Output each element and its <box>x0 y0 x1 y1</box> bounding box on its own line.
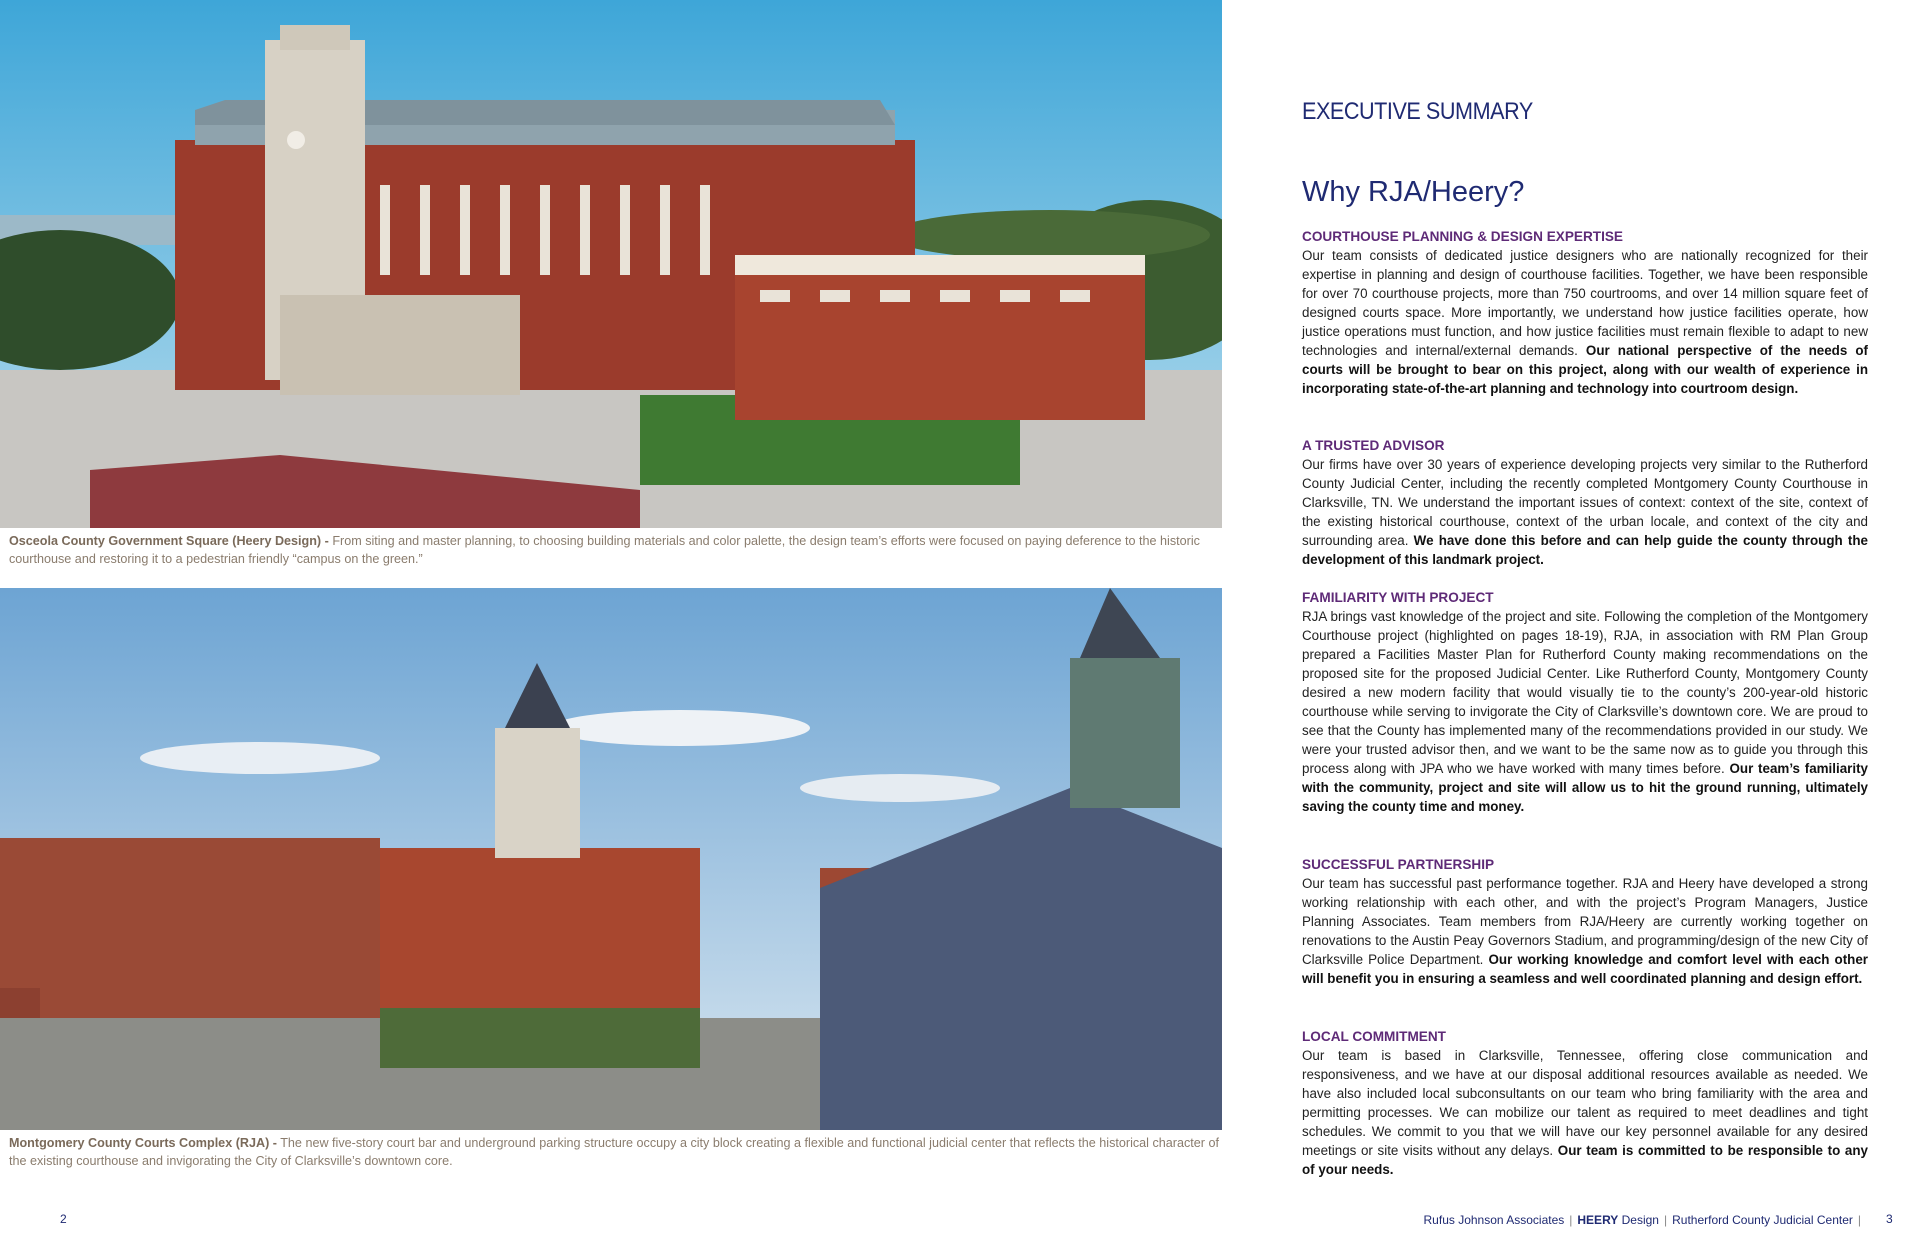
section-familiarity <box>1302 589 1868 816</box>
caption-title: Montgomery County Courts Complex (RJA) - <box>9 1136 277 1150</box>
footer-firm1: Rufus Johnson Associates <box>1423 1213 1565 1227</box>
page-number-right: 3 <box>1886 1212 1893 1226</box>
footer-firm2-rest: Design <box>1618 1213 1659 1227</box>
caption-text: From siting and master planning, to choosing building materials and color palette, the design team’s efforts were focused on paying deference to the historic courthouse and restoring it to a pedestrian friendly “campus on the green.” <box>9 534 1200 566</box>
section-trusted-advisor <box>1302 437 1868 569</box>
courthouse-photo <box>0 0 1222 528</box>
footer-firm2-bold: HEERY <box>1577 1213 1619 1227</box>
section-title: A TRUSTED ADVISOR <box>1302 438 1445 453</box>
section-title: COURTHOUSE PLANNING & DESIGN EXPERTISE <box>1302 229 1623 244</box>
section-body: RJA brings vast knowledge of the project and site. Following the completion of the Montgomery Courthouse project (highlighted on pages 18-19), RJA, in association with RM Plan Group prepared a Facilities Master Plan for Rutherford County making recommendations on the proposed site for the proposed Judicial Center. Like Rutherford County, Montgomery County desired a new modern facility that would visually tie to the county’s 200-year-old historic courthouse while serving to invigorate the City of Clarksville’s downtown core. We are proud to see that the County has implemented many of the recommendations provided in our study. We were your trusted advisor then, and we want to be the same now as to guide you through this process along with JPA who we have worked with many times before. Our team’s familiarity with the community, project and site will allow us to hit the ground running, ultimately saving the county time and money. <box>1302 609 1869 814</box>
page-number-left: 2 <box>60 1212 67 1226</box>
section-title: FAMILIARITY WITH PROJECT <box>1302 590 1494 605</box>
section-title: SUCCESSFUL PARTNERSHIP <box>1302 857 1495 872</box>
section-body: Our team consists of dedicated justice designers who are nationally recognized for their expertise in planning and design of courthouse facilities. Together, we have been responsible for over 70 courthouse projects, more than 750 courtrooms, and over 14 million square feet of designed courts space. More importantly, we understand how justice facilities operate, how justice operations must function, and how justice facilities must remain flexible to adapt to new technologies and internal/external demands. Our national perspective of the needs of courts will be brought to bear on this project, along with our wealth of experience in incorporating state-of-the-art planning and technology into courtroom design. <box>1302 248 1868 396</box>
page-footer: Rufus Johnson Associates | HEERY Design | Rutherford County Judicial Center | <box>1423 1213 1861 1227</box>
page-heading: EXECUTIVE SUMMARY <box>1302 98 1533 126</box>
section-local-commitment <box>1302 1028 1868 1179</box>
section-title: LOCAL COMMITMENT <box>1302 1029 1446 1044</box>
section-body: Our firms have over 30 years of experience developing projects very similar to the Rutherford County Judicial Center, including the recently completed Montgomery County Courthouse in Clarksville, TN. We understand the important issues of context: context of the site, context of the existing historical courthouse, context of the urban locale, and context of the city and surrounding area. We have done this before and can help guide the county through the development of this landmark project. <box>1302 457 1868 567</box>
footer-project: Rutherford County Judicial Center <box>1672 1213 1853 1227</box>
courts-complex-photo <box>0 588 1222 1130</box>
photo-caption-top <box>9 532 1221 568</box>
caption-title: Osceola County Government Square (Heery Design) - <box>9 534 329 548</box>
section-body: Our team is based in Clarksville, Tennessee, offering close communication and responsiveness, and we have at our disposal additional resources available as needed. We have also included local subconsultants on our team who bring familiarity with the area and permitting processes. We can mobilize our talent as required to meet deadlines and tight schedules. We commit to you that we will have our key personnel available for any desired meetings or site visits without any delays. Our team is committed to be responsible to any of your needs. <box>1302 1048 1868 1177</box>
section-body: Our team has successful past performance together. RJA and Heery have developed a strong working relationship with each other, and with the project’s Program Managers, Justice Planning Associates. Team members from RJA/Heery are currently working together on renovations to the Austin Peay Governors Stadium, and programming/design of the new City of Clarksville Police Department. Our working knowledge and comfort level with each other will benefit you in ensuring a seamless and well coordinated planning and design effort. <box>1302 876 1868 986</box>
section-courthouse-expertise <box>1302 228 1868 398</box>
subheading: Why RJA/Heery? <box>1302 176 1525 208</box>
photo-caption-bottom <box>9 1134 1221 1170</box>
caption-text: The new five-story court bar and underground parking structure occupy a city block creating a flexible and functional judicial center that reflects the historical character of the existing courthouse and invigorating the City of Clarksville’s downtown core. <box>9 1136 1219 1168</box>
section-partnership <box>1302 856 1868 988</box>
